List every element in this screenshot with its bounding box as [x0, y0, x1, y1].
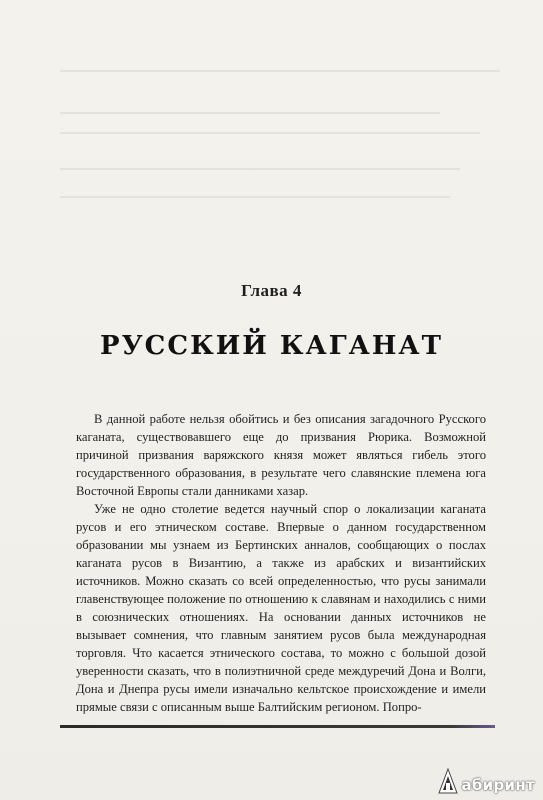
paragraph: Уже не одно столетие ведется научный спор о локализации каганата русов и его этническом составе. Впервые о данном государственном образовании мы узнаем из Бертинских анналов, сообщающих о послах каганата русов в Византию, а также из арабских и византийских источников. Можно сказать со всей определенностью, что русы занимали главенствующее положение по отношению к славянам и находились с ними в союзнических отношениях. На основании данных источников не вызывает сомнения, что главным занятием русов была международная торговля. Что касается этнического состава, то можно с большой дозой уверенности сказать, что в полиэтничной среде междуречий Дона и Волги, Дона и Днепра русы имели изначально кельтское происхождение и имели прямые связи с описанным выше Балтийским регионом. Попро-	[76, 502, 486, 714]
chapter-title: РУССКИЙ КАГАНАТ	[100, 331, 443, 361]
body-text	[76, 410, 486, 716]
bleed-through-line	[60, 196, 450, 198]
bleed-through-line	[60, 70, 500, 72]
paragraph: В данной работе нельзя обойтись и без описания загадочного Русского каганата, существовавшего еще до призвания Рюрика. Возможной причиной призвания варяжского князя может являться гибель этого государственного образования, в результате чего славянские племена юга Восточной Европы стали данниками хазар.	[76, 412, 486, 498]
labyrinth-logo-icon	[438, 768, 458, 794]
bleed-through-line	[60, 112, 440, 114]
bleed-through-line	[60, 132, 480, 134]
watermark	[438, 768, 535, 794]
watermark-text: абиринт	[461, 776, 535, 794]
chapter-number: Глава 4	[241, 281, 302, 300]
footer-rule	[60, 725, 495, 728]
bleed-through-line	[60, 168, 460, 170]
